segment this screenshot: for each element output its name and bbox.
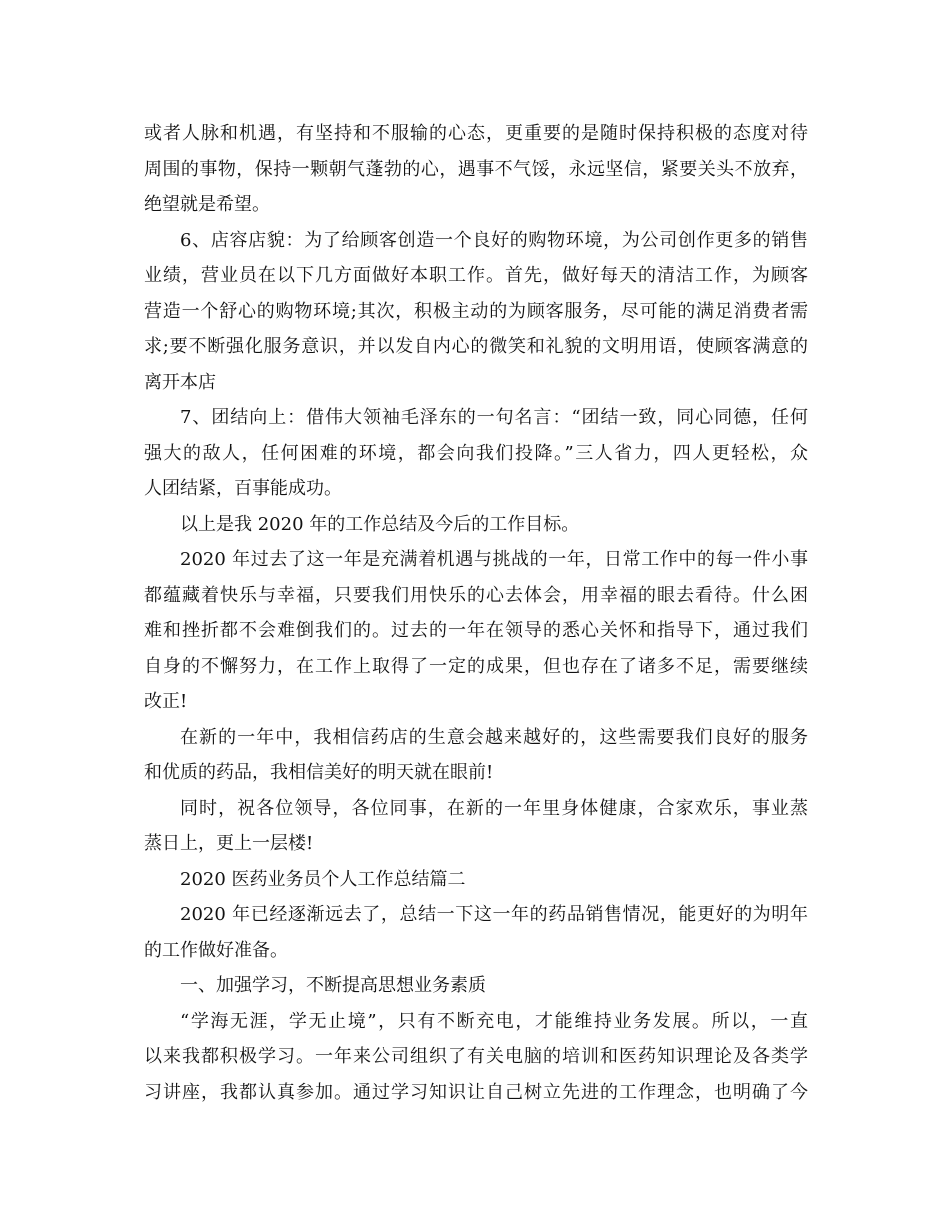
text-line: 2020 年已经逐渐远去了，总结一下这一年的药品销售情况，能更好的为明年 — [180, 904, 808, 925]
text-line: 营造一个舒心的购物环境;其次，积极主动的为顾客服务，尽可能的满足消费者需 — [144, 300, 808, 322]
text-line: 一、加强学习，不断提高思想业务素质 — [180, 975, 486, 996]
text-line: 2020 医药业务员个人工作总结篇二 — [180, 868, 466, 890]
text-line: 业绩，营业员在以下几方面做好本职工作。首先，做好每天的清洁工作，为顾客 — [144, 265, 808, 286]
text-line: 和优质的药品，我相信美好的明天就在眼前! — [144, 762, 494, 783]
text-line: 改正! — [144, 691, 188, 712]
text-line: 都蕴藏着快乐与幸福，只要我们用快乐的心去体会，用幸福的眼去看待。什么困 — [144, 584, 808, 606]
text-line: 蒸日上，更上一层楼! — [144, 833, 314, 854]
text-line: 的工作做好准备。 — [144, 939, 288, 961]
text-line: 以来我都积极学习。一年来公司组织了有关电脑的培训和医药知识理论及各类学 — [144, 1046, 808, 1067]
text-line: 离开本店 — [144, 371, 216, 393]
text-line: 绝望就是希望。 — [144, 194, 270, 215]
text-line: 2020 年过去了这一年是充满着机遇与挑战的一年，日常工作中的每一件小事 — [180, 549, 808, 570]
text-line: 7、团结向上：借伟大领袖毛泽东的一句名言：“团结一致，同心同德，任何 — [180, 407, 808, 428]
text-line: 强大的敌人，任何困难的环境，都会向我们投降。”三人省力，四人更轻松，众 — [144, 442, 808, 464]
document-page — [144, 116, 808, 1110]
text-line: 或者人脉和机遇，有坚持和不服输的心态，更重要的是随时保持积极的态度对待 — [144, 123, 808, 144]
text-line: 自身的不懈努力，在工作上取得了一定的成果，但也存在了诸多不足，需要继续 — [144, 655, 808, 677]
text-line: “学海无涯，学无止境”，只有不断充电，才能维持业务发展。所以，一直 — [180, 1010, 808, 1032]
text-line: 习讲座，我都认真参加。通过学习知识让自己树立先进的工作理念，也明确了今 — [144, 1081, 808, 1103]
text-line: 同时，祝各位领导，各位同事，在新的一年里身体健康，合家欢乐，事业蒸 — [180, 797, 808, 819]
text-line: 难和挫折都不会难倒我们的。过去的一年在领导的悉心关怀和指导下，通过我们 — [144, 620, 808, 641]
text-line: 求;要不断强化服务意识，并以发自内心的微笑和礼貌的文明用语，使顾客满意的 — [144, 336, 808, 357]
text-line: 以上是我 2020 年的工作总结及今后的工作目标。 — [180, 513, 580, 535]
text-line: 人团结紧，百事能成功。 — [144, 478, 342, 499]
text-line: 6、店容店貌：为了给顾客创造一个良好的购物环境，为公司创作更多的销售 — [180, 229, 808, 251]
text-line: 在新的一年中，我相信药店的生意会越来越好的，这些需要我们良好的服务 — [180, 726, 808, 748]
text-line: 周围的事物，保持一颗朝气蓬勃的心，遇事不气馁，永远坚信，紧要关头不放弃， — [144, 158, 808, 180]
